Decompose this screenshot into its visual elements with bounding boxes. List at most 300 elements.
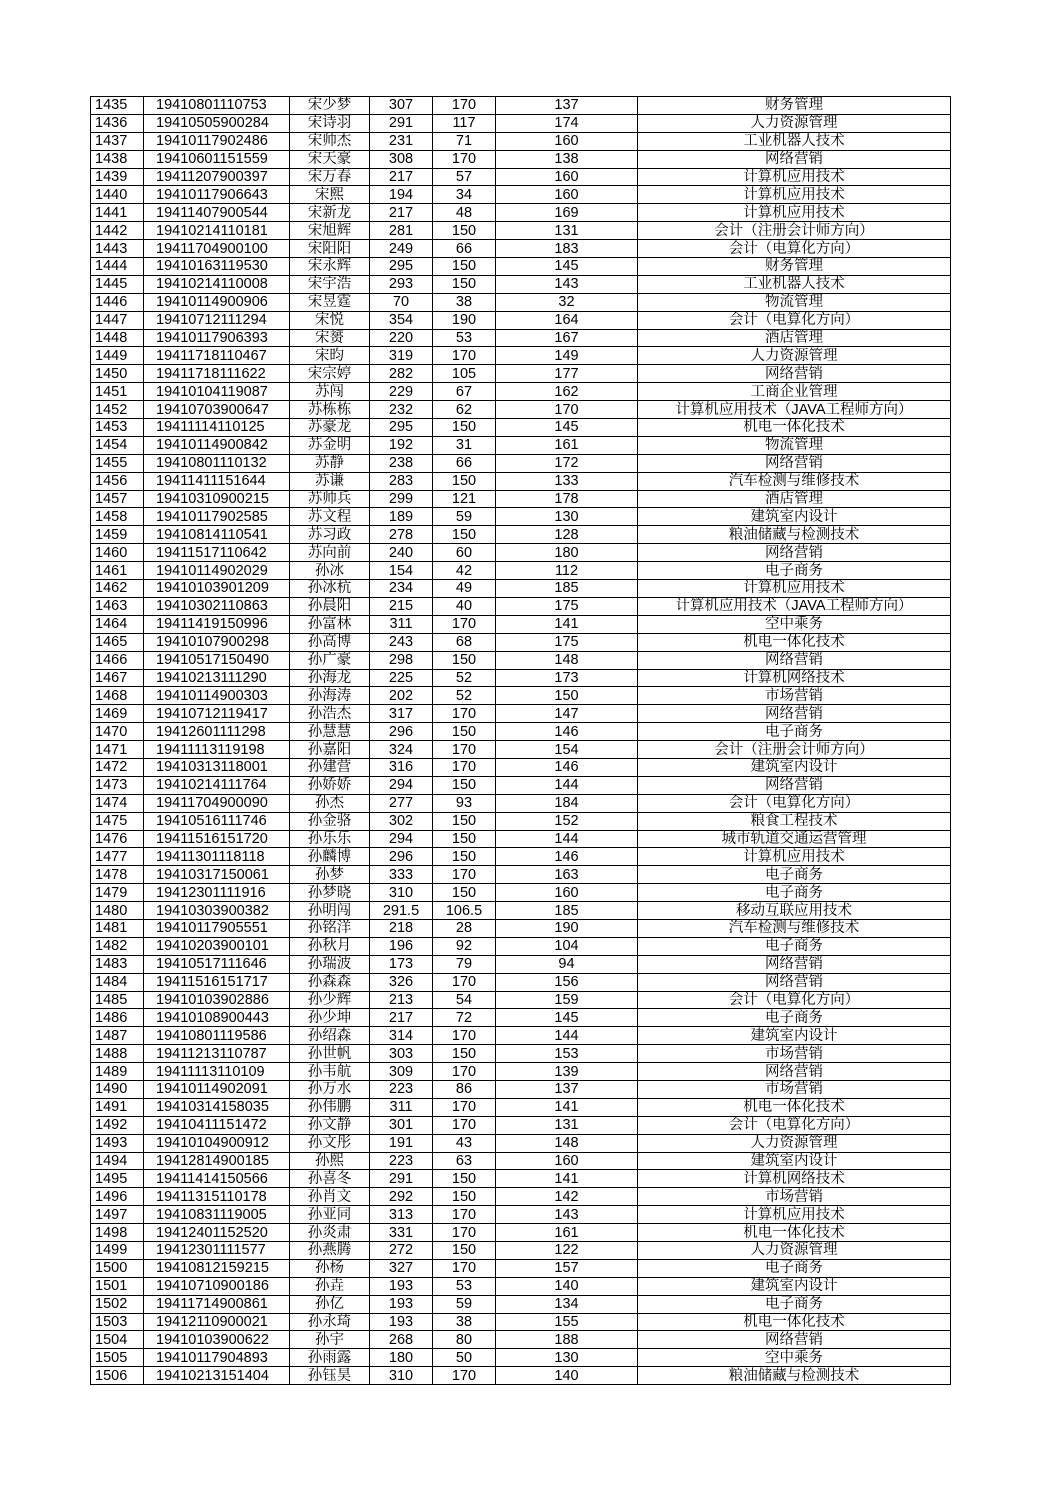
- total-score-cell: 191: [370, 1134, 433, 1152]
- score-a-cell: 66: [433, 454, 496, 472]
- total-score-cell: 234: [370, 580, 433, 598]
- row-number-cell: 1463: [91, 597, 144, 615]
- total-score-cell: 215: [370, 597, 433, 615]
- score-b-cell: 156: [496, 973, 638, 991]
- table-row: [91, 1063, 951, 1081]
- row-number-cell: 1448: [91, 329, 144, 347]
- major-cell: 网络营销: [638, 1063, 951, 1081]
- exam-id-cell: 19410104119087: [144, 383, 290, 401]
- name-cell: 宋帅杰: [290, 132, 370, 150]
- total-score-cell: 218: [370, 919, 433, 937]
- name-cell: 宋万春: [290, 168, 370, 186]
- total-score-cell: 196: [370, 937, 433, 955]
- score-b-cell: 148: [496, 651, 638, 669]
- major-cell: 计算机应用技术: [638, 204, 951, 222]
- score-b-cell: 130: [496, 1349, 638, 1367]
- total-score-cell: 295: [370, 258, 433, 276]
- major-cell: 汽车检测与维修技术: [638, 919, 951, 937]
- score-a-cell: 150: [433, 812, 496, 830]
- exam-id-cell: 19410801119586: [144, 1027, 290, 1045]
- score-a-cell: 170: [433, 1098, 496, 1116]
- table-row: [91, 490, 951, 508]
- row-number-cell: 1471: [91, 741, 144, 759]
- row-number-cell: 1466: [91, 651, 144, 669]
- table-row: [91, 937, 951, 955]
- table-row: [91, 973, 951, 991]
- name-cell: 孙世帆: [290, 1045, 370, 1063]
- exam-id-cell: 19411704900090: [144, 794, 290, 812]
- name-cell: 孙冰杭: [290, 580, 370, 598]
- table-row: [91, 1331, 951, 1349]
- name-cell: 宋天豪: [290, 150, 370, 168]
- exam-id-cell: 19410712111294: [144, 311, 290, 329]
- name-cell: 宋宗婷: [290, 365, 370, 383]
- score-b-cell: 183: [496, 240, 638, 258]
- major-cell: 人力资源管理: [638, 1134, 951, 1152]
- exam-id-cell: 19410103900622: [144, 1331, 290, 1349]
- name-cell: 苏谦: [290, 472, 370, 490]
- name-cell: 孙文静: [290, 1116, 370, 1134]
- major-cell: 机电一体化技术: [638, 1224, 951, 1242]
- exam-id-cell: 19410712119417: [144, 705, 290, 723]
- total-score-cell: 326: [370, 973, 433, 991]
- exam-id-cell: 19410801110132: [144, 454, 290, 472]
- score-a-cell: 53: [433, 329, 496, 347]
- major-cell: 电子商务: [638, 884, 951, 902]
- score-b-cell: 167: [496, 329, 638, 347]
- score-a-cell: 170: [433, 97, 496, 115]
- name-cell: 孙明闯: [290, 902, 370, 920]
- name-cell: 宋新龙: [290, 204, 370, 222]
- table-row: [91, 1188, 951, 1206]
- table-row: [91, 723, 951, 741]
- row-number-cell: 1465: [91, 633, 144, 651]
- exam-id-cell: 19410117902585: [144, 508, 290, 526]
- row-number-cell: 1477: [91, 848, 144, 866]
- score-a-cell: 62: [433, 401, 496, 419]
- major-cell: 计算机应用技术: [638, 580, 951, 598]
- major-cell: 网络营销: [638, 365, 951, 383]
- total-score-cell: 324: [370, 741, 433, 759]
- row-number-cell: 1499: [91, 1242, 144, 1260]
- name-cell: 宋悦: [290, 311, 370, 329]
- table-row: [91, 1295, 951, 1313]
- major-cell: 工业机器人技术: [638, 132, 951, 150]
- exam-id-cell: 19410114902029: [144, 562, 290, 580]
- name-cell: 孙铭洋: [290, 919, 370, 937]
- total-score-cell: 193: [370, 1277, 433, 1295]
- table-row: [91, 812, 951, 830]
- score-b-cell: 161: [496, 1224, 638, 1242]
- name-cell: 孙少辉: [290, 991, 370, 1009]
- row-number-cell: 1452: [91, 401, 144, 419]
- major-cell: 计算机网络技术: [638, 669, 951, 687]
- name-cell: 孙海涛: [290, 687, 370, 705]
- name-cell: 孙梦: [290, 866, 370, 884]
- score-a-cell: 59: [433, 1295, 496, 1313]
- major-cell: 电子商务: [638, 937, 951, 955]
- exam-id-cell: 19410108900443: [144, 1009, 290, 1027]
- table-row: [91, 633, 951, 651]
- name-cell: 宋宇浩: [290, 275, 370, 293]
- row-number-cell: 1502: [91, 1295, 144, 1313]
- total-score-cell: 331: [370, 1224, 433, 1242]
- exam-id-cell: 19410117906643: [144, 186, 290, 204]
- total-score-cell: 220: [370, 329, 433, 347]
- exam-id-cell: 19410601151559: [144, 150, 290, 168]
- exam-id-cell: 19410114902091: [144, 1080, 290, 1098]
- name-cell: 苏豪龙: [290, 419, 370, 437]
- name-cell: 孙亚同: [290, 1206, 370, 1224]
- table-row: [91, 222, 951, 240]
- score-a-cell: 86: [433, 1080, 496, 1098]
- exam-id-cell: 19412301111916: [144, 884, 290, 902]
- row-number-cell: 1493: [91, 1134, 144, 1152]
- name-cell: 孙梦晓: [290, 884, 370, 902]
- total-score-cell: 296: [370, 848, 433, 866]
- row-number-cell: 1459: [91, 526, 144, 544]
- score-a-cell: 38: [433, 1313, 496, 1331]
- table-row: [91, 544, 951, 562]
- exam-id-cell: 19411718110467: [144, 347, 290, 365]
- name-cell: 苏文程: [290, 508, 370, 526]
- score-b-cell: 160: [496, 884, 638, 902]
- score-a-cell: 170: [433, 1206, 496, 1224]
- total-score-cell: 277: [370, 794, 433, 812]
- exam-id-cell: 19410117902486: [144, 132, 290, 150]
- exam-id-cell: 19412814900185: [144, 1152, 290, 1170]
- row-number-cell: 1485: [91, 991, 144, 1009]
- score-a-cell: 52: [433, 687, 496, 705]
- score-a-cell: 93: [433, 794, 496, 812]
- exam-id-cell: 19411718111622: [144, 365, 290, 383]
- score-b-cell: 170: [496, 401, 638, 419]
- score-b-cell: 172: [496, 454, 638, 472]
- name-cell: 孙浩杰: [290, 705, 370, 723]
- major-cell: 网络营销: [638, 1331, 951, 1349]
- table-row: [91, 97, 951, 115]
- major-cell: 市场营销: [638, 1080, 951, 1098]
- score-b-cell: 146: [496, 758, 638, 776]
- major-cell: 网络营销: [638, 454, 951, 472]
- name-cell: 孙杨: [290, 1259, 370, 1277]
- table-row: [91, 955, 951, 973]
- exam-id-cell: 19410314158035: [144, 1098, 290, 1116]
- name-cell: 孙杰: [290, 794, 370, 812]
- row-number-cell: 1476: [91, 830, 144, 848]
- name-cell: 孙冰: [290, 562, 370, 580]
- exam-id-cell: 19411114110125: [144, 419, 290, 437]
- table-row: [91, 902, 951, 920]
- name-cell: 宋诗羽: [290, 114, 370, 132]
- name-cell: 苏帅兵: [290, 490, 370, 508]
- score-b-cell: 148: [496, 1134, 638, 1152]
- exam-id-cell: 19410801110753: [144, 97, 290, 115]
- major-cell: 市场营销: [638, 1045, 951, 1063]
- row-number-cell: 1468: [91, 687, 144, 705]
- row-number-cell: 1497: [91, 1206, 144, 1224]
- score-a-cell: 49: [433, 580, 496, 598]
- score-a-cell: 79: [433, 955, 496, 973]
- table-row: [91, 580, 951, 598]
- exam-id-cell: 19411213110787: [144, 1045, 290, 1063]
- name-cell: 宋昱霆: [290, 293, 370, 311]
- major-cell: 电子商务: [638, 562, 951, 580]
- row-number-cell: 1490: [91, 1080, 144, 1098]
- major-cell: 电子商务: [638, 1295, 951, 1313]
- name-cell: 孙亿: [290, 1295, 370, 1313]
- table-row: [91, 275, 951, 293]
- name-cell: 孙娇娇: [290, 776, 370, 794]
- total-score-cell: 301: [370, 1116, 433, 1134]
- row-number-cell: 1470: [91, 723, 144, 741]
- exam-id-cell: 19410214111764: [144, 776, 290, 794]
- score-b-cell: 143: [496, 1206, 638, 1224]
- table-row: [91, 866, 951, 884]
- score-a-cell: 52: [433, 669, 496, 687]
- table-row: [91, 526, 951, 544]
- score-b-cell: 155: [496, 1313, 638, 1331]
- total-score-cell: 268: [370, 1331, 433, 1349]
- table-row: [91, 1027, 951, 1045]
- table-row: [91, 258, 951, 276]
- name-cell: 孙燕腾: [290, 1242, 370, 1260]
- score-a-cell: 150: [433, 723, 496, 741]
- major-cell: 酒店管理: [638, 490, 951, 508]
- total-score-cell: 294: [370, 830, 433, 848]
- score-b-cell: 141: [496, 1098, 638, 1116]
- name-cell: 孙秋月: [290, 937, 370, 955]
- row-number-cell: 1441: [91, 204, 144, 222]
- name-cell: 苏闯: [290, 383, 370, 401]
- row-number-cell: 1482: [91, 937, 144, 955]
- major-cell: 粮油储藏与检测技术: [638, 526, 951, 544]
- table-row: [91, 597, 951, 615]
- major-cell: 粮食工程技术: [638, 812, 951, 830]
- exam-id-cell: 19410103901209: [144, 580, 290, 598]
- row-number-cell: 1498: [91, 1224, 144, 1242]
- row-number-cell: 1458: [91, 508, 144, 526]
- total-score-cell: 272: [370, 1242, 433, 1260]
- score-b-cell: 137: [496, 1080, 638, 1098]
- row-number-cell: 1503: [91, 1313, 144, 1331]
- exam-id-cell: 19412110900021: [144, 1313, 290, 1331]
- table-row: [91, 1242, 951, 1260]
- exam-id-cell: 19410710900186: [144, 1277, 290, 1295]
- table-row: [91, 1080, 951, 1098]
- score-a-cell: 57: [433, 168, 496, 186]
- table-row: [91, 1170, 951, 1188]
- table-row: [91, 1045, 951, 1063]
- total-score-cell: 193: [370, 1295, 433, 1313]
- total-score-cell: 354: [370, 311, 433, 329]
- major-cell: 网络营销: [638, 150, 951, 168]
- total-score-cell: 217: [370, 204, 433, 222]
- table-row: [91, 687, 951, 705]
- exam-id-cell: 19411516151720: [144, 830, 290, 848]
- score-b-cell: 159: [496, 991, 638, 1009]
- major-cell: 会计（电算化方向）: [638, 311, 951, 329]
- major-cell: 机电一体化技术: [638, 419, 951, 437]
- table-row: [91, 651, 951, 669]
- table-row: [91, 383, 951, 401]
- total-score-cell: 333: [370, 866, 433, 884]
- exam-id-cell: 19410303900382: [144, 902, 290, 920]
- row-number-cell: 1487: [91, 1027, 144, 1045]
- name-cell: 孙炎肃: [290, 1224, 370, 1242]
- exam-id-cell: 19410517150490: [144, 651, 290, 669]
- exam-id-cell: 19411419150996: [144, 615, 290, 633]
- score-a-cell: 170: [433, 1063, 496, 1081]
- score-b-cell: 174: [496, 114, 638, 132]
- score-a-cell: 170: [433, 615, 496, 633]
- major-cell: 会计（电算化方向）: [638, 240, 951, 258]
- table-row: [91, 365, 951, 383]
- total-score-cell: 154: [370, 562, 433, 580]
- row-number-cell: 1489: [91, 1063, 144, 1081]
- row-number-cell: 1436: [91, 114, 144, 132]
- table-row: [91, 741, 951, 759]
- major-cell: 酒店管理: [638, 329, 951, 347]
- total-score-cell: 309: [370, 1063, 433, 1081]
- table-row: [91, 1313, 951, 1331]
- exam-id-cell: 19410104900912: [144, 1134, 290, 1152]
- name-cell: 宋旭辉: [290, 222, 370, 240]
- score-b-cell: 180: [496, 544, 638, 562]
- score-b-cell: 137: [496, 97, 638, 115]
- score-b-cell: 175: [496, 633, 638, 651]
- total-score-cell: 173: [370, 955, 433, 973]
- score-a-cell: 170: [433, 1367, 496, 1385]
- total-score-cell: 232: [370, 401, 433, 419]
- row-number-cell: 1442: [91, 222, 144, 240]
- exam-id-cell: 19411301118118: [144, 848, 290, 866]
- table-row: [91, 919, 951, 937]
- row-number-cell: 1454: [91, 436, 144, 454]
- score-b-cell: 139: [496, 1063, 638, 1081]
- total-score-cell: 213: [370, 991, 433, 1009]
- row-number-cell: 1481: [91, 919, 144, 937]
- score-b-cell: 160: [496, 186, 638, 204]
- total-score-cell: 193: [370, 1313, 433, 1331]
- name-cell: 孙富林: [290, 615, 370, 633]
- total-score-cell: 180: [370, 1349, 433, 1367]
- exam-id-cell: 19412401152520: [144, 1224, 290, 1242]
- total-score-cell: 307: [370, 97, 433, 115]
- total-score-cell: 278: [370, 526, 433, 544]
- name-cell: 孙建营: [290, 758, 370, 776]
- score-a-cell: 170: [433, 973, 496, 991]
- score-b-cell: 188: [496, 1331, 638, 1349]
- major-cell: 人力资源管理: [638, 1242, 951, 1260]
- score-a-cell: 150: [433, 830, 496, 848]
- total-score-cell: 291: [370, 114, 433, 132]
- major-cell: 网络营销: [638, 776, 951, 794]
- table-row: [91, 1259, 951, 1277]
- table-row: [91, 1116, 951, 1134]
- score-a-cell: 150: [433, 884, 496, 902]
- row-number-cell: 1492: [91, 1116, 144, 1134]
- name-cell: 孙垚: [290, 1277, 370, 1295]
- table-row: [91, 884, 951, 902]
- exam-id-cell: 19410114900906: [144, 293, 290, 311]
- name-cell: 孙伟鹏: [290, 1098, 370, 1116]
- score-b-cell: 133: [496, 472, 638, 490]
- name-cell: 孙慧慧: [290, 723, 370, 741]
- name-cell: 宋少梦: [290, 97, 370, 115]
- major-cell: 财务管理: [638, 258, 951, 276]
- row-number-cell: 1478: [91, 866, 144, 884]
- major-cell: 人力资源管理: [638, 347, 951, 365]
- exam-id-cell: 19411516151717: [144, 973, 290, 991]
- row-number-cell: 1506: [91, 1367, 144, 1385]
- name-cell: 孙海龙: [290, 669, 370, 687]
- row-number-cell: 1473: [91, 776, 144, 794]
- score-table-body: [91, 97, 951, 1385]
- table-row: [91, 329, 951, 347]
- exam-id-cell: 19410117904893: [144, 1349, 290, 1367]
- total-score-cell: 313: [370, 1206, 433, 1224]
- score-b-cell: 140: [496, 1367, 638, 1385]
- total-score-cell: 314: [370, 1027, 433, 1045]
- score-a-cell: 121: [433, 490, 496, 508]
- score-b-cell: 146: [496, 723, 638, 741]
- score-b-cell: 134: [496, 1295, 638, 1313]
- major-cell: 建筑室内设计: [638, 1152, 951, 1170]
- exam-id-cell: 19410163119530: [144, 258, 290, 276]
- score-b-cell: 149: [496, 347, 638, 365]
- score-b-cell: 32: [496, 293, 638, 311]
- major-cell: 计算机应用技术（JAVA工程师方向）: [638, 597, 951, 615]
- exam-id-cell: 19410317150061: [144, 866, 290, 884]
- exam-id-cell: 19411315110178: [144, 1188, 290, 1206]
- score-b-cell: 140: [496, 1277, 638, 1295]
- table-row: [91, 419, 951, 437]
- total-score-cell: 298: [370, 651, 433, 669]
- score-b-cell: 184: [496, 794, 638, 812]
- total-score-cell: 192: [370, 436, 433, 454]
- table-row: [91, 794, 951, 812]
- row-number-cell: 1435: [91, 97, 144, 115]
- score-a-cell: 170: [433, 705, 496, 723]
- major-cell: 会计（注册会计师方向）: [638, 741, 951, 759]
- total-score-cell: 291: [370, 1170, 433, 1188]
- row-number-cell: 1483: [91, 955, 144, 973]
- score-b-cell: 173: [496, 669, 638, 687]
- major-cell: 移动互联应用技术: [638, 902, 951, 920]
- major-cell: 会计（电算化方向）: [638, 1116, 951, 1134]
- score-b-cell: 144: [496, 1027, 638, 1045]
- major-cell: 计算机应用技术: [638, 186, 951, 204]
- name-cell: 宋昀: [290, 347, 370, 365]
- table-row: [91, 562, 951, 580]
- score-b-cell: 190: [496, 919, 638, 937]
- score-b-cell: 177: [496, 365, 638, 383]
- table-row: [91, 168, 951, 186]
- major-cell: 计算机网络技术: [638, 1170, 951, 1188]
- exam-id-cell: 19411517110642: [144, 544, 290, 562]
- score-a-cell: 150: [433, 776, 496, 794]
- table-row: [91, 204, 951, 222]
- score-a-cell: 150: [433, 419, 496, 437]
- total-score-cell: 310: [370, 884, 433, 902]
- score-b-cell: 163: [496, 866, 638, 884]
- major-cell: 建筑室内设计: [638, 1027, 951, 1045]
- total-score-cell: 292: [370, 1188, 433, 1206]
- name-cell: 孙文彤: [290, 1134, 370, 1152]
- row-number-cell: 1450: [91, 365, 144, 383]
- major-cell: 城市轨道交通运营管理: [638, 830, 951, 848]
